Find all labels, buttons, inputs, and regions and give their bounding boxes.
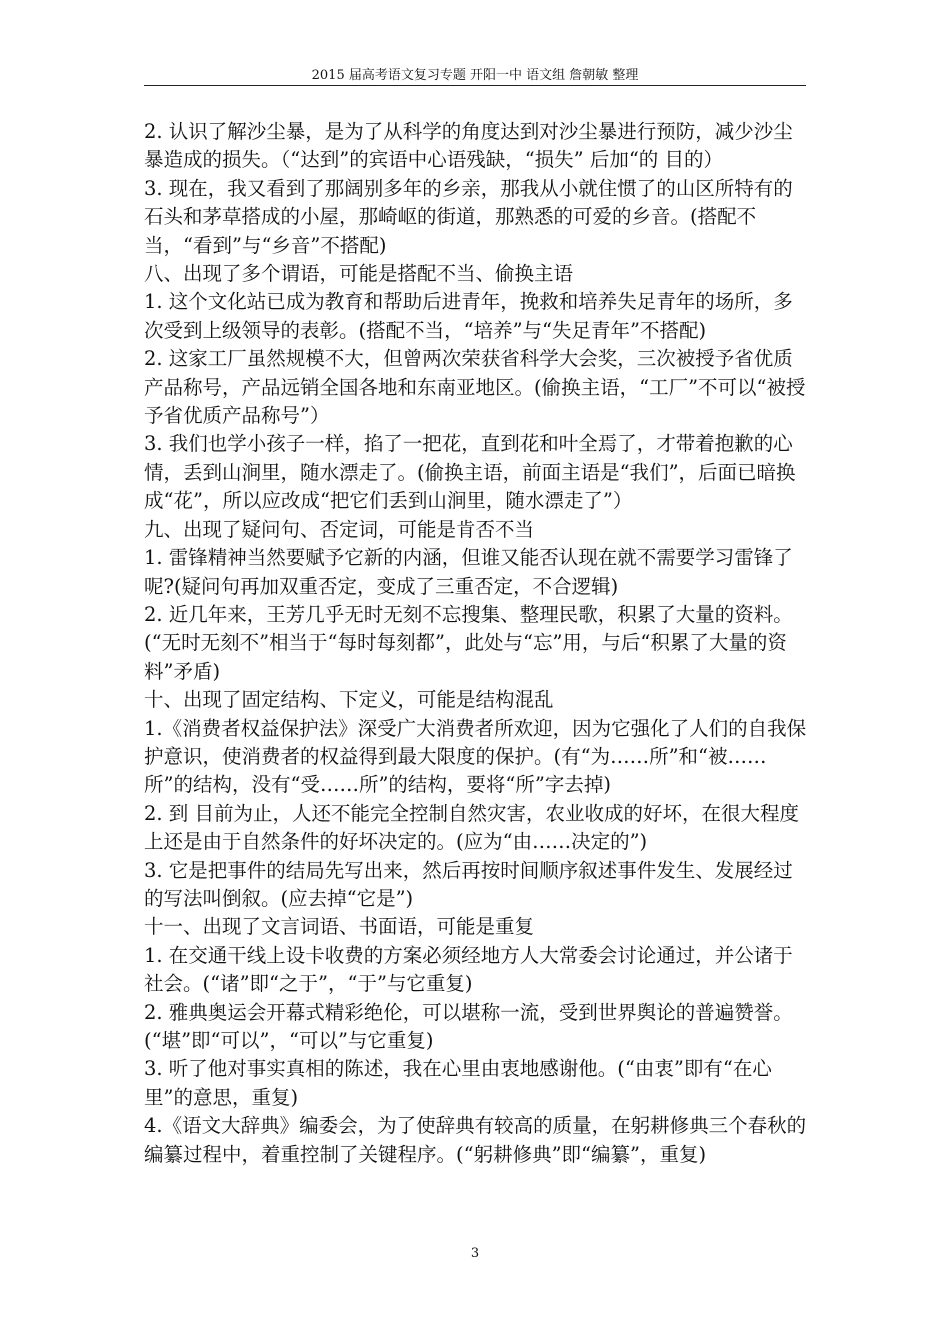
paragraph: 1. 在交通干线上设卡收费的方案必须经地方人大常委会讨论通过，并公诸于社会。(“诸”即“之于”，“于”与它重复) [144, 943, 793, 996]
document-body [144, 118, 810, 1169]
paragraph: 3. 我们也学小孩子一样，掐了一把花，直到花和叶全焉了，才带着抱歉的心情，丢到山涧里，随水漂走了。(偷换主语，前面主语是“我们”，后面已暗换成“花”，所以应改成“把它们丢到山涧里，随水漂走了”） [144, 432, 796, 513]
paragraph: 2. 认识了解沙尘暴，是为了从科学的角度达到对沙尘暴进行预防，减少沙尘暴造成的损失。（“达到”的宾语中心语残缺，“损失” 后加“的 目的） [144, 120, 793, 172]
section-heading: 八、出现了多个谓语，可能是搭配不当、偷换主语 [144, 262, 574, 286]
header-rule [144, 85, 806, 86]
paragraph: 3. 听了他对事实真相的陈述，我在心里由衷地感谢他。(“由衷”即有“在心里”的意思，重复) [144, 1057, 772, 1109]
page-header: 2015 届高考语文复习专题 开阳一中 语文组 詹朝敏 整理 [311, 68, 639, 83]
paragraph: 2. 这家工厂虽然规模不大，但曾两次荣获省科学大会奖，三次被授予省优质产品称号，产品远销全国各地和东南亚地区。(偷换主语，“工厂”不可以“被授予省优质产品称号”） [144, 347, 806, 428]
paragraph: 2. 到 目前为止，人还不能完全控制自然灾害，农业收成的好坏，在很大程度上还是由于自然条件的好坏决定的。(应为“由……决定的”) [144, 801, 800, 854]
paragraph: 3. 现在，我又看到了那阔别多年的乡亲，那我从小就住惯了的山区所特有的石头和茅草搭成的小屋，那崎岖的街道，那熟悉的可爱的乡音。(搭配不当，“看到”与“乡音”不搭配) [144, 176, 793, 257]
page-number: 3 [470, 1246, 480, 1261]
paragraph: 4.《语文大辞典》编委会，为了使辞典有较高的质量，在躬耕修典三个春秋的编纂过程中，着重控制了关键程序。(“躬耕修典”即“编纂”，重复) [144, 1114, 807, 1166]
paragraph: 2. 雅典奥运会开幕式精彩绝伦，可以堪称一流，受到世界舆论的普遍赞誉。(“堪”即“可以”，“可以”与它重复) [144, 1000, 793, 1052]
paragraph: 1. 雷锋精神当然要赋予它新的内涵，但谁又能否认现在就不需要学习雷锋了呢?(疑问句再加双重否定，变成了三重否定，不合逻辑) [144, 546, 793, 598]
section-heading: 十、出现了固定结构、下定义，可能是结构混乱 [144, 688, 554, 712]
paragraph: 2. 近几年来，王芳几乎无时无刻不忘搜集、整理民歌，积累了大量的资料。(“无时无刻不”相当于“每时每刻都”，此处与“忘”用，与后“积累了大量的资料”矛盾) [144, 602, 793, 683]
paragraph: 1. 这个文化站已成为教育和帮助后进青年，挽救和培养失足青年的场所，多次受到上级领导的表彰。(搭配不当，“培养”与“失足青年”不搭配) [144, 290, 793, 342]
paragraph: 1.《消费者权益保护法》深受广大消费者所欢迎，因为它强化了人们的自我保护意识，使消费者的权益得到最大限度的保护。(有“为……所”和“被……所”的结构，没有“受……所”的结构，要将“所”字去掉) [144, 716, 807, 797]
section-heading: 十一、出现了文言词语、书面语，可能是重复 [144, 915, 535, 939]
paragraph: 3. 它是把事件的结局先写出来，然后再按时间顺序叙述事件发生、发展经过的写法叫倒叙。(应去掉“它是”) [144, 858, 793, 910]
section-heading: 九、出现了疑问句、否定词，可能是肯否不当 [144, 517, 535, 541]
